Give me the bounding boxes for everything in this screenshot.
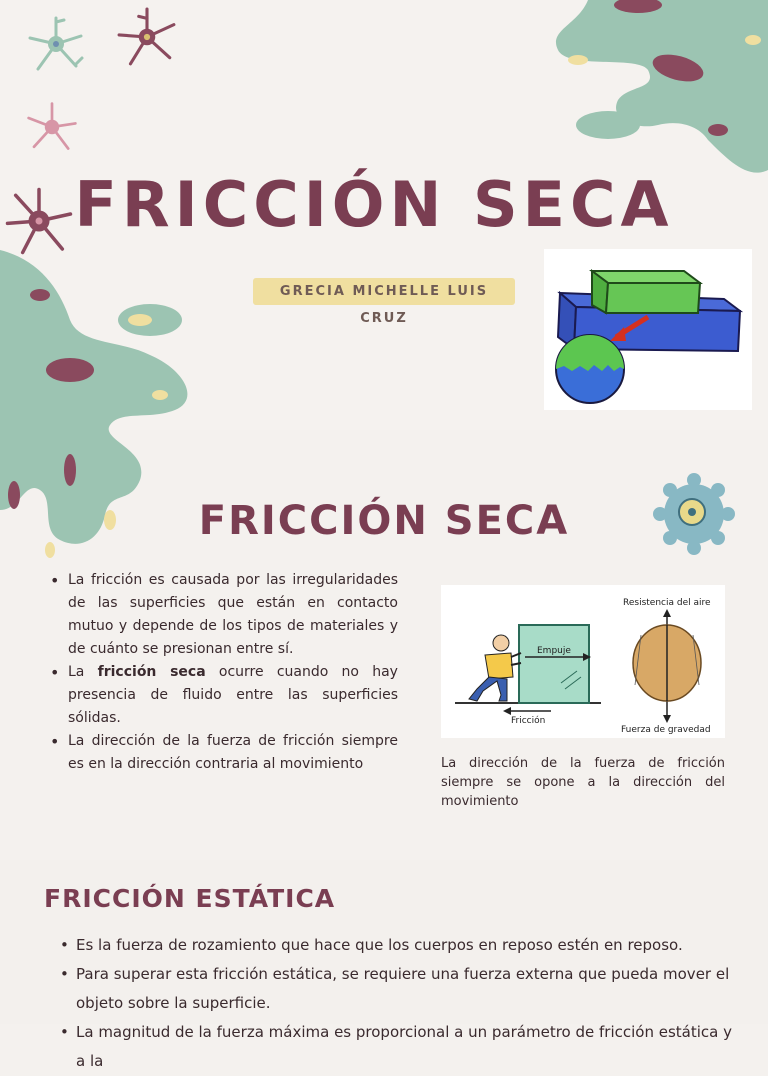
friction-label: Fricción [511, 716, 546, 726]
list-item: • Para superar esta fricción estática, se requiere una fuerza externa que pueda mover el objeto sobre la superficie. [58, 960, 738, 1018]
section-heading: FRICCIÓN SECA [198, 498, 570, 544]
blob-decoration [548, 0, 768, 180]
neuron-icon [24, 100, 80, 154]
section-heading: FRICCIÓN ESTÁTICA [44, 884, 336, 913]
list-item: • Es la fuerza de rozamiento que hace que los cuerpos en reposo estén en reposo. [58, 931, 738, 960]
blocks-illustration [544, 249, 752, 410]
gravity-label: Fuerza de gravedad [621, 725, 711, 735]
push-label: Empuje [537, 646, 571, 656]
list-item: • La fricción es causada por las irregularidades de las superficies que están en contacto mutuo y depende de los tipos de materiales y de cuánto se presionan entre sí. [46, 569, 398, 661]
figure-caption: La dirección de la fuerza de fricción siempre se opone a la dirección del movimiento [441, 756, 725, 809]
dry-friction-bullet-list [46, 569, 398, 776]
page-title: FRICCIÓN SECA [74, 168, 674, 241]
list-item: • La magnitud de la fuerza máxima es proporcional a un parámetro de fricción estática y a la [58, 1018, 738, 1076]
air-resistance-label: Resistencia del aire [623, 598, 711, 608]
list-item: • La fricción seca ocurre cuando no hay presencia de fluido entre las superficies sólidas. [46, 661, 398, 730]
friction-direction-illustration [441, 585, 725, 738]
bold-term: fricción seca [97, 664, 206, 680]
neuron-icon [26, 14, 86, 74]
author-badge: GRECIA MICHELLE LUIS CRUZ [253, 278, 515, 305]
neuron-icon [116, 6, 178, 68]
static-friction-bullet-list [58, 931, 738, 1076]
list-item: • La dirección de la fuerza de fricción siempre es en la dirección contraria al movimiento [46, 730, 398, 776]
